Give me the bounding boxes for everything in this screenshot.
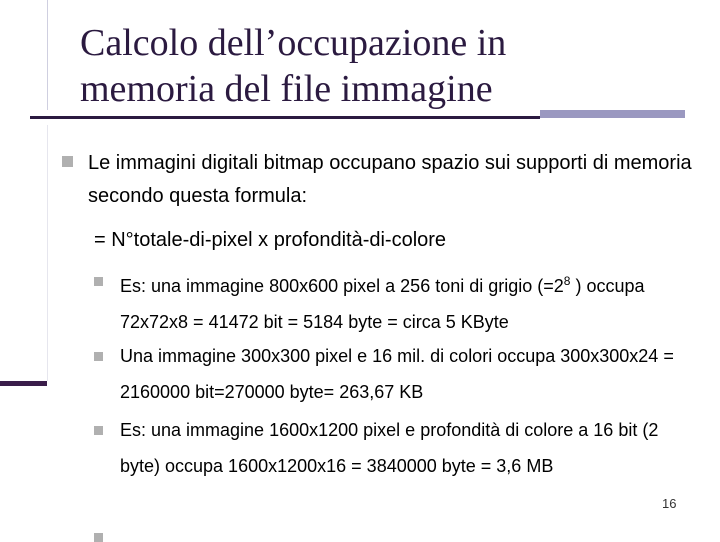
title-underline [30, 116, 540, 119]
left-sidebar-band-top [0, 0, 48, 110]
formula-line: = N°totale-di-pixel x profondità-di-colore [94, 229, 447, 251]
square-bullet-icon [94, 426, 103, 435]
slide-title-line-1: Calcolo dell’occupazione in [80, 22, 507, 64]
intro-bullet [62, 147, 702, 213]
example-1-text [120, 263, 694, 340]
example-bullet-3 [94, 412, 694, 484]
intro-text: Le immagini digitali bitmap occupano spazio sui supporti di memoria secondo questa formula: [88, 152, 692, 207]
example-2-text: Una immagine 300x300 pixel e 16 mil. di colori occupa 300x300x24 = 2160000 bit=270000 byte= 263,67 KB [120, 346, 674, 402]
example-bullet-2 [94, 338, 694, 410]
empty-bullet-icon [94, 533, 103, 542]
square-bullet-icon [94, 352, 103, 361]
left-sidebar-accent [0, 381, 47, 386]
example-bullet-1 [94, 263, 694, 340]
title-accent-bar [540, 110, 685, 118]
page-number: 16 [662, 496, 677, 511]
slide-title-line-2: memoria del file immagine [80, 68, 493, 110]
example-1-exponent: 8 [563, 274, 571, 288]
square-bullet-icon [94, 277, 103, 286]
example-1-text-after-exponent: ) occupa 72x72x8 = 41472 bit = 5184 byte = circa 5 KByte [120, 276, 645, 332]
slide-title [80, 20, 680, 112]
example-1-text-before-exponent: Es: una immagine 800x600 pixel a 256 toni di grigio (=2 [120, 276, 564, 296]
square-bullet-icon [62, 156, 73, 167]
left-sidebar-band-middle [0, 125, 48, 381]
example-3-text: Es: una immagine 1600x1200 pixel e profondità di colore a 16 bit (2 byte) occupa 1600x1200x16 = 3840000 byte = 3,6 MB [120, 420, 659, 476]
